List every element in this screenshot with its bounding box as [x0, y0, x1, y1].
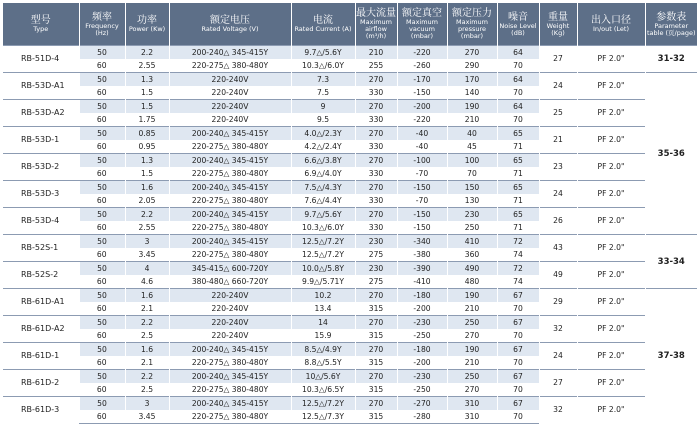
noise-cell: 65 — [497, 127, 539, 141]
voltage-cell: 345-415△ 600-720Y — [169, 262, 291, 276]
current-cell: 7.3 — [291, 73, 355, 87]
voltage-cell: 220-275△ 380-480Y — [169, 221, 291, 235]
page-ref-cell: 31-32 — [645, 46, 697, 73]
airflow-cell: 315 — [355, 410, 397, 424]
airflow-cell: 270 — [355, 316, 397, 330]
current-cell: 6.9△/4.0Y — [291, 167, 355, 181]
parameter-table — [3, 3, 697, 424]
airflow-cell: 330 — [355, 86, 397, 100]
frequency-cell: 50 — [79, 46, 125, 60]
frequency-cell: 60 — [79, 86, 125, 100]
noise-cell: 64 — [497, 100, 539, 114]
power-cell: 1.5 — [125, 86, 169, 100]
table-row — [3, 397, 697, 411]
pressure-cell: 210 — [447, 113, 497, 127]
noise-cell: 70 — [497, 410, 539, 424]
power-cell: 3 — [125, 397, 169, 411]
frequency-cell: 50 — [79, 100, 125, 114]
airflow-cell: 315 — [355, 329, 397, 343]
pressure-cell: 130 — [447, 194, 497, 208]
power-cell: 2.1 — [125, 356, 169, 370]
col-pressure-header: 额定压力 Maximum pressure (mbar) — [447, 3, 497, 46]
voltage-cell: 200-240△ 345-415Y — [169, 370, 291, 384]
vacuum-cell: -340 — [397, 235, 447, 249]
table-body — [3, 46, 697, 424]
table-row — [3, 343, 697, 357]
power-cell: 0.85 — [125, 127, 169, 141]
vacuum-cell: -410 — [397, 275, 447, 289]
pressure-cell: 480 — [447, 275, 497, 289]
current-cell: 8.8△/5.5Y — [291, 356, 355, 370]
weight-cell: 32 — [539, 397, 577, 424]
airflow-cell: 330 — [355, 140, 397, 154]
power-cell: 2.05 — [125, 194, 169, 208]
noise-cell: 71 — [497, 167, 539, 181]
col-type-header: 型号 Type — [3, 3, 79, 46]
vacuum-cell: -170 — [397, 73, 447, 87]
power-cell: 1.6 — [125, 289, 169, 303]
frequency-cell: 50 — [79, 181, 125, 195]
inout-cell: PF 2.0" — [577, 46, 645, 73]
pressure-cell: 250 — [447, 221, 497, 235]
power-cell: 1.6 — [125, 181, 169, 195]
frequency-cell: 60 — [79, 302, 125, 316]
frequency-cell: 50 — [79, 289, 125, 303]
frequency-cell: 60 — [79, 410, 125, 424]
frequency-cell: 50 — [79, 397, 125, 411]
frequency-cell: 60 — [79, 329, 125, 343]
col-page-header: 参数表 Parameter table (页/page) — [645, 3, 697, 46]
airflow-cell: 270 — [355, 208, 397, 222]
noise-cell: 67 — [497, 370, 539, 384]
vacuum-cell: -40 — [397, 140, 447, 154]
noise-cell: 64 — [497, 46, 539, 60]
model-name-cell: RB-61D-2 — [3, 370, 79, 397]
inout-cell: PF 2.0" — [577, 343, 645, 370]
pressure-cell: 270 — [447, 46, 497, 60]
inout-cell: PF 2.0" — [577, 208, 645, 235]
frequency-cell: 50 — [79, 208, 125, 222]
inout-cell: PF 2.0" — [577, 127, 645, 154]
frequency-cell: 60 — [79, 275, 125, 289]
col-airflow-header: 最大流量 Maximum airflow (m³/h) — [355, 3, 397, 46]
power-cell: 2.5 — [125, 383, 169, 397]
power-cell: 1.5 — [125, 167, 169, 181]
airflow-cell: 270 — [355, 181, 397, 195]
vacuum-cell: -230 — [397, 370, 447, 384]
current-cell: 7.5 — [291, 86, 355, 100]
weight-cell: 43 — [539, 235, 577, 262]
current-cell: 15.9 — [291, 329, 355, 343]
pressure-cell: 140 — [447, 86, 497, 100]
current-cell: 4.2△/2.4Y — [291, 140, 355, 154]
power-cell: 4.6 — [125, 275, 169, 289]
voltage-cell: 220-275△ 380-480Y — [169, 140, 291, 154]
page-ref-cell: 35-36 — [645, 73, 697, 235]
noise-cell: 70 — [497, 113, 539, 127]
model-name-cell: RB-61D-A1 — [3, 289, 79, 316]
power-cell: 2.5 — [125, 329, 169, 343]
power-cell: 3.45 — [125, 248, 169, 262]
pressure-cell: 210 — [447, 356, 497, 370]
pressure-cell: 40 — [447, 127, 497, 141]
voltage-cell: 220-240V — [169, 289, 291, 303]
airflow-cell: 270 — [355, 397, 397, 411]
pressure-cell: 360 — [447, 248, 497, 262]
vacuum-cell: -390 — [397, 262, 447, 276]
model-name-cell: RB-53D-A2 — [3, 100, 79, 127]
voltage-cell: 220-275△ 380-480Y — [169, 167, 291, 181]
current-cell: 7.6△/4.4Y — [291, 194, 355, 208]
voltage-cell: 200-240△ 345-415Y — [169, 127, 291, 141]
current-cell: 4.0△/2.3Y — [291, 127, 355, 141]
voltage-cell: 200-240△ 345-415Y — [169, 181, 291, 195]
current-cell: 10△/5.6Y — [291, 370, 355, 384]
current-cell: 9.7△/5.6Y — [291, 208, 355, 222]
airflow-cell: 270 — [355, 127, 397, 141]
airflow-cell: 230 — [355, 262, 397, 276]
frequency-cell: 50 — [79, 316, 125, 330]
voltage-cell: 220-275△ 380-480Y — [169, 410, 291, 424]
noise-cell: 67 — [497, 289, 539, 303]
table-row — [3, 316, 697, 330]
table-row — [3, 73, 697, 87]
noise-cell: 65 — [497, 208, 539, 222]
frequency-cell: 60 — [79, 383, 125, 397]
voltage-cell: 200-240△ 345-415Y — [169, 208, 291, 222]
voltage-cell: 380-480△ 660-720Y — [169, 275, 291, 289]
airflow-cell: 315 — [355, 356, 397, 370]
power-cell: 2.2 — [125, 316, 169, 330]
airflow-cell: 230 — [355, 235, 397, 249]
voltage-cell: 220-240V — [169, 329, 291, 343]
model-name-cell: RB-61D-3 — [3, 397, 79, 424]
model-name-cell: RB-52S-1 — [3, 235, 79, 262]
power-cell: 2.2 — [125, 46, 169, 60]
weight-cell: 21 — [539, 127, 577, 154]
current-cell: 12.5△/7.2Y — [291, 248, 355, 262]
frequency-cell: 50 — [79, 127, 125, 141]
current-cell: 12.5△/7.2Y — [291, 397, 355, 411]
power-cell: 1.3 — [125, 73, 169, 87]
current-cell: 9.9△/5.71Y — [291, 275, 355, 289]
inout-cell: PF 2.0" — [577, 370, 645, 397]
frequency-cell: 60 — [79, 140, 125, 154]
airflow-cell: 275 — [355, 248, 397, 262]
vacuum-cell: -150 — [397, 86, 447, 100]
vacuum-cell: -250 — [397, 329, 447, 343]
vacuum-cell: -180 — [397, 289, 447, 303]
airflow-cell: 270 — [355, 370, 397, 384]
pressure-cell: 410 — [447, 235, 497, 249]
weight-cell: 24 — [539, 73, 577, 100]
col-inout-header: 出入口径 In/out (Let) — [577, 3, 645, 46]
weight-cell: 27 — [539, 46, 577, 73]
noise-cell: 74 — [497, 275, 539, 289]
pressure-cell: 250 — [447, 370, 497, 384]
vacuum-cell: -70 — [397, 167, 447, 181]
power-cell: 3 — [125, 235, 169, 249]
voltage-cell: 220-240V — [169, 100, 291, 114]
pressure-cell: 270 — [447, 383, 497, 397]
pressure-cell: 70 — [447, 167, 497, 181]
table-row — [3, 262, 697, 276]
page-ref-cell: 33-34 — [645, 235, 697, 289]
airflow-cell: 315 — [355, 383, 397, 397]
noise-cell: 70 — [497, 356, 539, 370]
voltage-cell: 200-240△ 345-415Y — [169, 154, 291, 168]
current-cell: 10.3△/6.0Y — [291, 221, 355, 235]
power-cell: 3.45 — [125, 410, 169, 424]
vacuum-cell: -70 — [397, 194, 447, 208]
noise-cell: 67 — [497, 343, 539, 357]
vacuum-cell: -150 — [397, 181, 447, 195]
power-cell: 2.2 — [125, 370, 169, 384]
pressure-cell: 100 — [447, 154, 497, 168]
current-cell: 12.5△/7.3Y — [291, 410, 355, 424]
vacuum-cell: -220 — [397, 113, 447, 127]
weight-cell: 24 — [539, 343, 577, 370]
power-cell: 4 — [125, 262, 169, 276]
vacuum-cell: -220 — [397, 46, 447, 60]
noise-cell: 71 — [497, 194, 539, 208]
current-cell: 10.3△/6.5Y — [291, 383, 355, 397]
voltage-cell: 220-275△ 380-480Y — [169, 248, 291, 262]
voltage-cell: 220-240V — [169, 86, 291, 100]
airflow-cell: 270 — [355, 343, 397, 357]
noise-cell: 74 — [497, 248, 539, 262]
inout-cell: PF 2.0" — [577, 397, 645, 424]
power-cell: 2.55 — [125, 59, 169, 73]
frequency-cell: 60 — [79, 194, 125, 208]
airflow-cell: 210 — [355, 46, 397, 60]
model-name-cell: RB-61D-1 — [3, 343, 79, 370]
vacuum-cell: -380 — [397, 248, 447, 262]
airflow-cell: 315 — [355, 302, 397, 316]
model-name-cell: RB-53D-3 — [3, 181, 79, 208]
voltage-cell: 220-240V — [169, 113, 291, 127]
airflow-cell: 270 — [355, 289, 397, 303]
vacuum-cell: -40 — [397, 127, 447, 141]
noise-cell: 70 — [497, 329, 539, 343]
frequency-cell: 50 — [79, 262, 125, 276]
current-cell: 9.7△/5.6Y — [291, 46, 355, 60]
inout-cell: PF 2.0" — [577, 100, 645, 127]
current-cell: 9.5 — [291, 113, 355, 127]
pressure-cell: 250 — [447, 316, 497, 330]
voltage-cell: 220-275△ 380-480Y — [169, 59, 291, 73]
power-cell: 1.5 — [125, 100, 169, 114]
current-cell: 12.5△/7.2Y — [291, 235, 355, 249]
col-frequency-header: 频率 Frequency (Hz) — [79, 3, 125, 46]
pressure-cell: 150 — [447, 181, 497, 195]
weight-cell: 49 — [539, 262, 577, 289]
noise-cell: 64 — [497, 73, 539, 87]
table-row — [3, 289, 697, 303]
airflow-cell: 270 — [355, 100, 397, 114]
pressure-cell: 190 — [447, 343, 497, 357]
table-row — [3, 235, 697, 249]
power-cell: 0.95 — [125, 140, 169, 154]
voltage-cell: 220-240V — [169, 73, 291, 87]
power-cell: 2.55 — [125, 221, 169, 235]
frequency-cell: 50 — [79, 73, 125, 87]
noise-cell: 65 — [497, 154, 539, 168]
noise-cell: 72 — [497, 262, 539, 276]
col-noise-header: 噪音 Noise Level (dB) — [497, 3, 539, 46]
noise-cell: 70 — [497, 86, 539, 100]
weight-cell: 23 — [539, 154, 577, 181]
current-cell: 8.5△/4.9Y — [291, 343, 355, 357]
airflow-cell: 255 — [355, 59, 397, 73]
power-cell: 1.6 — [125, 343, 169, 357]
frequency-cell: 50 — [79, 154, 125, 168]
table-row — [3, 46, 697, 60]
noise-cell: 65 — [497, 181, 539, 195]
vacuum-cell: -270 — [397, 397, 447, 411]
vacuum-cell: -150 — [397, 221, 447, 235]
frequency-cell: 60 — [79, 221, 125, 235]
vacuum-cell: -200 — [397, 356, 447, 370]
table-row — [3, 208, 697, 222]
page-ref-cell: 37-38 — [645, 289, 697, 424]
frequency-cell: 60 — [79, 167, 125, 181]
power-cell: 2.2 — [125, 208, 169, 222]
airflow-cell: 330 — [355, 194, 397, 208]
vacuum-cell: -100 — [397, 154, 447, 168]
model-name-cell: RB-53D-2 — [3, 154, 79, 181]
current-cell: 14 — [291, 316, 355, 330]
table-row — [3, 127, 697, 141]
weight-cell: 32 — [539, 316, 577, 343]
airflow-cell: 270 — [355, 73, 397, 87]
vacuum-cell: -260 — [397, 59, 447, 73]
noise-cell: 70 — [497, 383, 539, 397]
voltage-cell: 200-240△ 345-415Y — [169, 46, 291, 60]
noise-cell: 70 — [497, 59, 539, 73]
pressure-cell: 490 — [447, 262, 497, 276]
vacuum-cell: -200 — [397, 302, 447, 316]
model-name-cell: RB-51D-4 — [3, 46, 79, 73]
frequency-cell: 50 — [79, 235, 125, 249]
frequency-cell: 60 — [79, 248, 125, 262]
col-weight-header: 重量 Weight (Kg) — [539, 3, 577, 46]
current-cell: 10.3△/6.0Y — [291, 59, 355, 73]
vacuum-cell: -180 — [397, 343, 447, 357]
noise-cell: 71 — [497, 140, 539, 154]
model-name-cell: RB-53D-A1 — [3, 73, 79, 100]
col-voltage-header: 额定电压 Rated Voltage (V) — [169, 3, 291, 46]
table-row — [3, 370, 697, 384]
current-cell: 6.6△/3.8Y — [291, 154, 355, 168]
pressure-cell: 310 — [447, 410, 497, 424]
airflow-cell: 330 — [355, 221, 397, 235]
current-cell: 13.4 — [291, 302, 355, 316]
weight-cell: 29 — [539, 289, 577, 316]
vacuum-cell: -250 — [397, 383, 447, 397]
inout-cell: PF 2.0" — [577, 262, 645, 289]
inout-cell: PF 2.0" — [577, 316, 645, 343]
col-power-header: 功率 Power (Kw) — [125, 3, 169, 46]
model-name-cell: RB-53D-4 — [3, 208, 79, 235]
current-cell: 7.5△/4.3Y — [291, 181, 355, 195]
airflow-cell: 270 — [355, 154, 397, 168]
noise-cell: 72 — [497, 235, 539, 249]
voltage-cell: 200-240△ 345-415Y — [169, 343, 291, 357]
current-cell: 9 — [291, 100, 355, 114]
voltage-cell: 220-240V — [169, 302, 291, 316]
vacuum-cell: -150 — [397, 208, 447, 222]
vacuum-cell: -200 — [397, 100, 447, 114]
vacuum-cell: -230 — [397, 316, 447, 330]
table-row — [3, 181, 697, 195]
frequency-cell: 60 — [79, 59, 125, 73]
current-cell: 10.2 — [291, 289, 355, 303]
model-name-cell: RB-61D-A2 — [3, 316, 79, 343]
weight-cell: 24 — [539, 181, 577, 208]
frequency-cell: 50 — [79, 370, 125, 384]
vacuum-cell: -280 — [397, 410, 447, 424]
model-name-cell: RB-53D-1 — [3, 127, 79, 154]
power-cell: 2.1 — [125, 302, 169, 316]
airflow-cell: 330 — [355, 167, 397, 181]
voltage-cell: 220-275△ 380-480Y — [169, 194, 291, 208]
pressure-cell: 310 — [447, 397, 497, 411]
pressure-cell: 290 — [447, 59, 497, 73]
voltage-cell: 220-275△ 380-480Y — [169, 383, 291, 397]
power-cell: 1.3 — [125, 154, 169, 168]
col-vacuum-header: 额定真空 Maximum vacuum (mbar) — [397, 3, 447, 46]
pressure-cell: 230 — [447, 208, 497, 222]
pressure-cell: 190 — [447, 100, 497, 114]
current-cell: 10.0△/5.8Y — [291, 262, 355, 276]
weight-cell: 25 — [539, 100, 577, 127]
airflow-cell: 275 — [355, 275, 397, 289]
table-row — [3, 100, 697, 114]
voltage-cell: 200-240△ 345-415Y — [169, 397, 291, 411]
inout-cell: PF 2.0" — [577, 235, 645, 262]
pressure-cell: 170 — [447, 73, 497, 87]
power-cell: 1.75 — [125, 113, 169, 127]
noise-cell: 71 — [497, 221, 539, 235]
frequency-cell: 50 — [79, 343, 125, 357]
pressure-cell: 190 — [447, 289, 497, 303]
col-current-header: 电流 Rated Current (A) — [291, 3, 355, 46]
inout-cell: PF 2.0" — [577, 289, 645, 316]
model-name-cell: RB-52S-2 — [3, 262, 79, 289]
frequency-cell: 60 — [79, 113, 125, 127]
inout-cell: PF 2.0" — [577, 154, 645, 181]
noise-cell: 67 — [497, 397, 539, 411]
pressure-cell: 210 — [447, 302, 497, 316]
weight-cell: 26 — [539, 208, 577, 235]
voltage-cell: 220-240V — [169, 316, 291, 330]
voltage-cell: 200-240△ 345-415Y — [169, 235, 291, 249]
pressure-cell: 270 — [447, 329, 497, 343]
pressure-cell: 45 — [447, 140, 497, 154]
inout-cell: PF 2.0" — [577, 73, 645, 100]
airflow-cell: 330 — [355, 113, 397, 127]
table-row — [3, 154, 697, 168]
inout-cell: PF 2.0" — [577, 181, 645, 208]
table-header-row — [3, 3, 697, 46]
noise-cell: 67 — [497, 316, 539, 330]
frequency-cell: 60 — [79, 356, 125, 370]
voltage-cell: 220-275△ 380-480Y — [169, 356, 291, 370]
weight-cell: 27 — [539, 370, 577, 397]
noise-cell: 70 — [497, 302, 539, 316]
